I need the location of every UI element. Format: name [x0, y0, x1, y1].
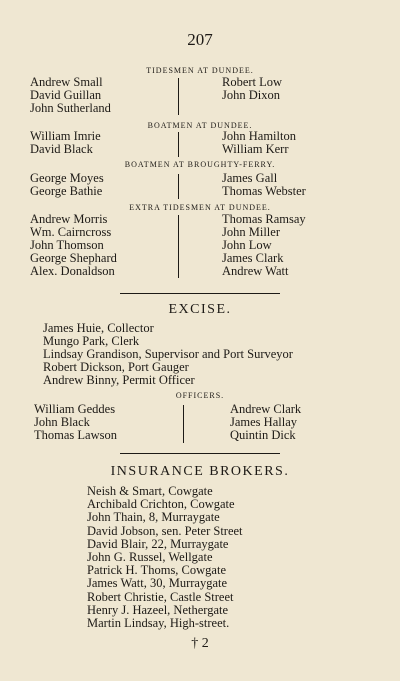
broker-entry: John Thain, 8, Murraygate: [87, 510, 220, 525]
name-entry: Andrew Small: [30, 75, 103, 89]
name-entry: John Hamilton: [222, 129, 296, 143]
name-entry: Thomas Ramsay: [222, 212, 306, 226]
tidesmen-right-column: [222, 76, 282, 102]
excise-heading: EXCISE.: [168, 302, 232, 317]
name-entry: John Sutherland: [30, 101, 111, 115]
boatmen-dundee-list: [26, 130, 376, 158]
section-rule: [120, 453, 280, 454]
broker-entry: David Blair, 22, Murraygate: [87, 536, 229, 551]
excise-entry: Mungo Park, Clerk: [43, 334, 140, 348]
name-entry: John Low: [222, 238, 272, 252]
name-entry: Wm. Cairncross: [30, 225, 112, 239]
boatmen-broughty-list: [26, 172, 376, 200]
name-entry: George Moyes: [30, 171, 104, 185]
name-entry: Andrew Clark: [230, 402, 302, 416]
extra-tidesmen-heading: EXTRA TIDESMEN AT DUNDEE.: [129, 203, 271, 212]
name-entry: John Black: [34, 415, 90, 429]
officers-left-column: [34, 403, 117, 442]
broker-entry: Henry J. Hazeel, Nethergate: [87, 602, 229, 617]
name-entry: John Dixon: [222, 88, 280, 102]
name-entry: William Geddes: [34, 402, 116, 416]
excise-list: [43, 322, 293, 387]
name-entry: David Guillan: [30, 88, 102, 102]
name-entry: William Kerr: [222, 142, 289, 156]
officers-list: [26, 403, 376, 445]
name-entry: Quintin Dick: [230, 428, 296, 442]
name-entry: William Imrie: [30, 129, 101, 143]
broker-entry: Patrick H. Thoms, Cowgate: [87, 563, 226, 578]
officers-right-column: [230, 403, 301, 442]
boatmen-broughty-left-column: [30, 172, 104, 198]
broker-entry: James Watt, 30, Murraygate: [87, 576, 228, 591]
column-divider: [183, 405, 184, 443]
column-divider: [178, 174, 179, 199]
broker-entry: Neish & Smart, Cowgate: [87, 484, 213, 498]
name-entry: Robert Low: [222, 75, 283, 89]
name-entry: Thomas Lawson: [34, 428, 117, 442]
name-entry: John Miller: [222, 225, 280, 239]
excise-entry: Lindsay Grandison, Supervisor and Port Surveyor: [43, 347, 293, 361]
extra-tidesmen-list: [26, 213, 376, 279]
insurance-heading: INSURANCE BROKERS.: [110, 464, 290, 479]
column-divider: [178, 215, 179, 278]
name-entry: David Black: [30, 142, 93, 156]
name-entry: George Shephard: [30, 251, 117, 265]
boatmen-dundee-heading: BOATMEN AT DUNDEE.: [147, 121, 253, 130]
broker-entry: John G. Russel, Wellgate: [87, 550, 213, 565]
boatmen-broughty-right-column: [222, 172, 306, 198]
excise-entry: James Huie, Collector: [43, 321, 154, 335]
signature-mark: † 2: [191, 636, 209, 651]
name-entry: John Thomson: [30, 238, 104, 252]
name-entry: Andrew Morris: [30, 212, 108, 226]
name-entry: Alex. Donaldson: [30, 264, 115, 278]
column-divider: [178, 78, 179, 115]
column-divider: [178, 132, 179, 157]
excise-entry: Andrew Binny, Permit Officer: [43, 373, 195, 387]
name-entry: James Gall: [222, 171, 278, 185]
extra-tidesmen-left-column: [30, 213, 117, 278]
name-entry: James Hallay: [230, 415, 297, 429]
name-entry: George Bathie: [30, 184, 103, 198]
excise-entry: Robert Dickson, Port Gauger: [43, 360, 189, 374]
insurance-list: [87, 485, 243, 630]
officers-heading: OFFICERS.: [175, 391, 225, 400]
broker-entry: Archibald Crichton, Cowgate: [87, 497, 235, 512]
name-entry: James Clark: [222, 251, 284, 265]
boatmen-dundee-left-column: [30, 130, 101, 156]
boatmen-broughty-heading: BOATMEN AT BROUGHTY-FERRY.: [124, 160, 276, 169]
broker-entry: Martin Lindsay, High-street.: [87, 616, 230, 631]
boatmen-dundee-right-column: [222, 130, 296, 156]
tidesmen-heading: TIDESMEN AT DUNDEE.: [146, 66, 254, 75]
name-entry: Andrew Watt: [222, 264, 289, 278]
broker-entry: Robert Christie, Castle Street: [87, 589, 234, 604]
tidesmen-left-column: [30, 76, 111, 115]
section-rule: [120, 293, 280, 294]
tidesmen-list: [26, 76, 376, 116]
name-entry: Thomas Webster: [222, 184, 306, 198]
page-number: 207: [187, 30, 213, 49]
extra-tidesmen-right-column: [222, 213, 306, 278]
broker-entry: David Jobson, sen. Peter Street: [87, 523, 243, 538]
